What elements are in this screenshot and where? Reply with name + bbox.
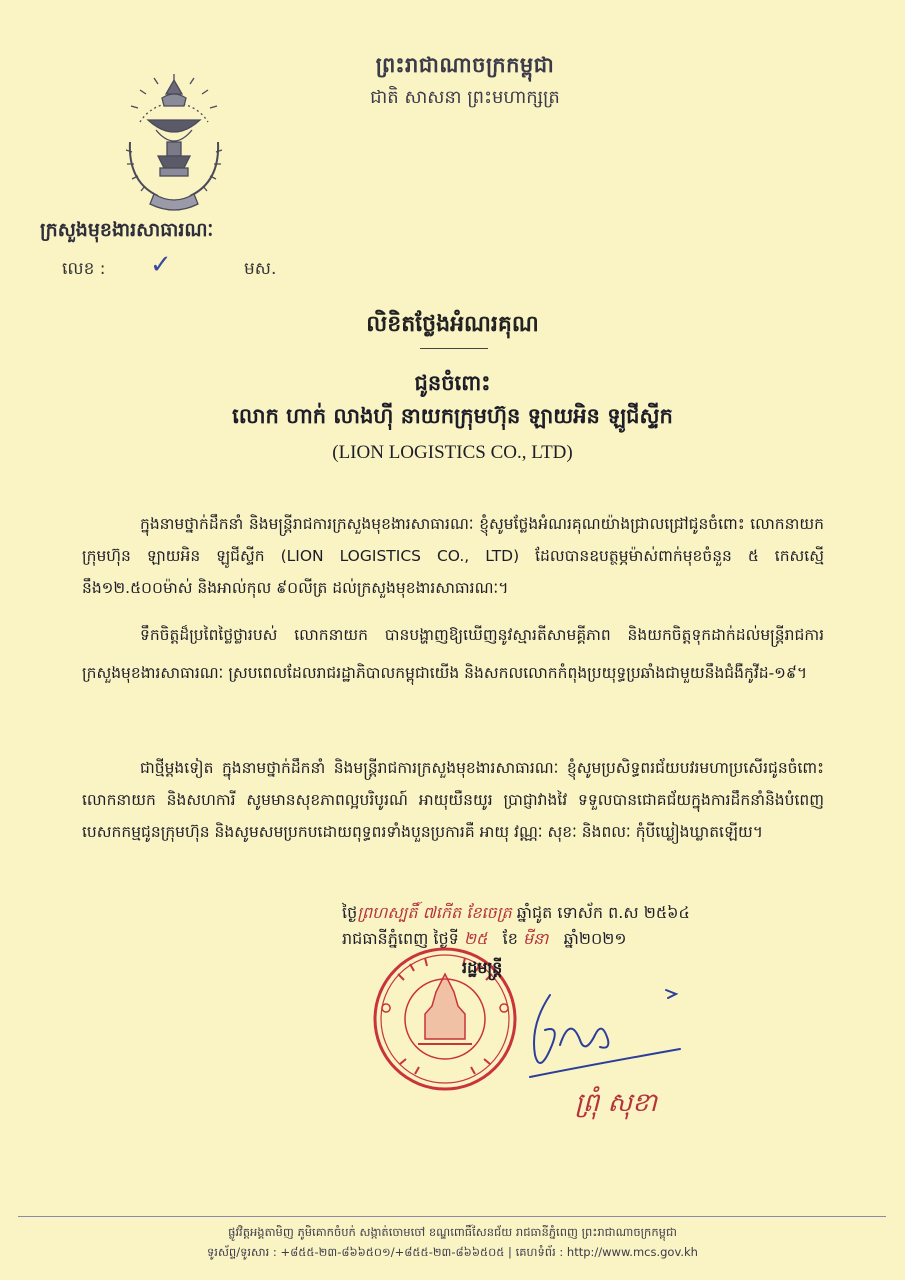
national-motto: ជាតិ សាសនា ព្រះមហាក្សត្រ (370, 87, 560, 108)
ministry-name: ក្រសួងមុខងារសាធារណៈ (40, 219, 214, 241)
day-handwritten: ២៥ (463, 929, 488, 948)
month-handwritten: មីនា (522, 929, 549, 948)
lunar-date-year: ឆ្នាំជូត ទោស័ក ព.ស ២៥៦៤ (516, 903, 690, 922)
kingdom-title: ព្រះរាជាណាចក្រកម្ពុជា (375, 53, 555, 77)
lunar-date-handwritten: ព្រហស្បតិ៍ ៧កើត ខែចេត្រ (357, 903, 512, 922)
year-label: ឆ្នាំ២០២១ (563, 929, 627, 948)
signer-name: ព្រុំ សុខា (575, 1088, 658, 1118)
reference-suffix: មស. (244, 259, 277, 279)
body-paragraph: ក្នុងនាមថ្នាក់ដឹកនាំ និងមន្រ្តីរាជការក្រសួងមុខងារសាធារណៈ ខ្ញុំសូមថ្លែងអំណរគុណយ៉ាងជ្រាលជ្រៅជូនចំពោះ លោកនាយក ក្រុមហ៊ុន ឡាយអិន ឡូជីស្ទីក (LION LOGISTICS CO., LTD) ដែលបានឧបត្ថម្ភម៉ាស់ពាក់មុខចំនួន ៥ កេសស្មើ នឹង១២.៥០០ម៉ាស់ និងអាល់កុល ៩០លីត្រ ដល់ក្រសួងមុខងារសាធារណៈ។ (82, 515, 824, 597)
handwritten-signature-icon (490, 985, 690, 1095)
addressee-name: លោក ហាក់ លាងហ៊ី នាយកក្រុមហ៊ុន ឡាយអិន ឡូជីស្ទីក (232, 404, 673, 428)
body-paragraph: ជាថ្មីម្តងទៀត ក្នុងនាមថ្នាក់ដឹកនាំ និងមន្រ្តីរាជការក្រសួងមុខងារសាធារណៈ ខ្ញុំសូមប្រសិទ្ធពរជ័យបវរមហាប្រសើរជូនចំពោះ លោកនាយក និងសហការី សូមមានសុខភាពល្អបរិបូរណ៍ អាយុយឺនយូរ ប្រាជ្ញាវាងវៃ ទទួលបានជោគជ័យក្នុងការដឹកនាំនិងបំពេញបេសកកម្មជូនក្រុមហ៊ុន និងសូមសមប្រកបដោយពុទ្ធពរទាំងបួនប្រការគឺ អាយុ វណ្ណៈ សុខៈ និងពលៈ កុំបីឃ្លៀងឃ្លាតឡើយ។ (82, 759, 824, 841)
month-label: ខែ (502, 929, 518, 948)
footer-address: ផ្លូវវិត្តអង្គតាមិញ ភូមិគោកចំបក់ សង្កាត់ចោមចៅ ខណ្ឌពោធិ៍សែនជ័យ រាជធានីភ្នំពេញ ព្រះរាជាណាចក្រកម្ពុជា (228, 1225, 677, 1239)
addressee-label: ជូនចំពោះ (414, 371, 491, 395)
footer-contact: ទូរស័ព្ទ/ទូរសារ : +៨៥៥-២៣-៨៦៦៥០១/+៨៥៥-២៣-៨៦៦៥០៥ | គេហទំព័រ : http://www.mcs.gov.kh (207, 1245, 698, 1259)
reference-number-label: លេខ : (62, 259, 106, 279)
body-paragraph: ទឹកចិត្តដ៏ប្រពៃថ្លៃថ្លារបស់ លោកនាយក បានបង្ហាញឱ្យឃើញនូវស្មារតីសាមគ្គីភាព និងយកចិត្តទុកដាក់ដល់មន្ត្រីរាជការក្រសួងមុខងារសាធារណៈ ស្របពេលដែលរាជរដ្ឋាភិបាលកម្ពុជាយើង និងសកលលោកកំពុងប្រយុទ្ធប្រឆាំងជាមួយនឹងជំងឺកូវីដ-១៩។ (82, 626, 824, 682)
lunar-date (342, 902, 690, 926)
minister-title: រដ្ឋមន្ត្រី (462, 958, 503, 977)
letter-title: លិខិតថ្លែងអំណរគុណ (366, 312, 539, 337)
reference-checkmark: ✓ (150, 250, 172, 280)
company-latin-name: (LION LOGISTICS CO., LTD) (332, 442, 573, 463)
title-divider (420, 348, 488, 349)
place-date-prefix: រាជធានីភ្នំពេញ ថ្ងៃទី (342, 929, 459, 948)
lunar-date-prefix: ថ្ងៃ (342, 903, 358, 922)
royal-emblem-icon (118, 72, 230, 220)
footer-divider (18, 1216, 886, 1217)
